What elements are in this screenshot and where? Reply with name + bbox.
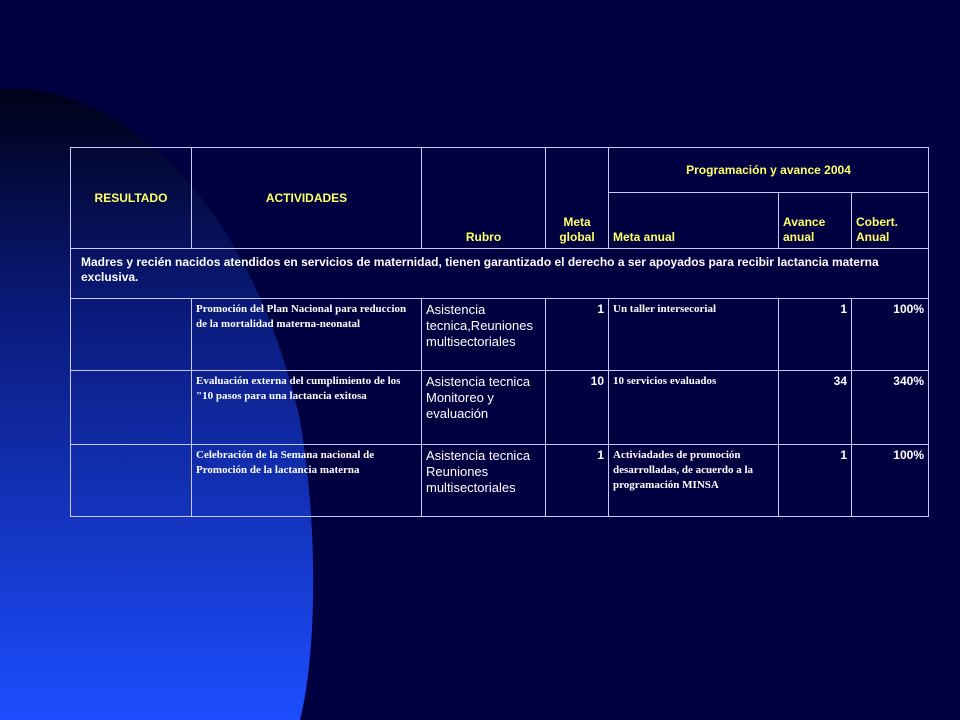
cell-avance: 34 <box>779 371 852 445</box>
cell-avance: 1 <box>779 299 852 371</box>
cell-cobertura: 340% <box>852 371 929 445</box>
cell-actividad: Evaluación externa del cumplimiento de los "10 pasos para una lactancia exitosa <box>192 371 422 445</box>
header-cobertura-anual: Cobert. Anual <box>852 193 929 249</box>
table-row <box>71 371 929 445</box>
cell-meta-global: 1 <box>546 299 609 371</box>
section-resultado: Madres y recién nacidos atendidos en servicios de maternidad, tienen garantizado el derecho a ser apoyados para recibir lactancia materna exclusiva. <box>71 249 929 299</box>
cell-meta-anual: Un taller intersecorial <box>609 299 779 371</box>
cell-avance: 1 <box>779 445 852 517</box>
cell-meta-global: 10 <box>546 371 609 445</box>
table-row <box>71 299 929 371</box>
cell-rubro: Asistencia tecnica Monitoreo y evaluación <box>422 371 546 445</box>
cell-meta-anual: 10 servicios evaluados <box>609 371 779 445</box>
cell-actividad: Celebración de la Semana nacional de Promoción de la lactancia materna <box>192 445 422 517</box>
cell-cobertura: 100% <box>852 445 929 517</box>
cell-rubro: Asistencia tecnica,Reuniones multisectoriales <box>422 299 546 371</box>
cell-meta-global: 1 <box>546 445 609 517</box>
header-meta-anual: Meta anual <box>609 193 779 249</box>
header-actividades: ACTIVIDADES <box>192 148 422 249</box>
header-programacion: Programación y avance 2004 <box>609 148 929 193</box>
cell-resultado <box>71 371 192 445</box>
table-row <box>71 445 929 517</box>
header-rubro: Rubro <box>422 148 546 249</box>
cell-actividad: Promoción del Plan Nacional para reduccion de la mortalidad materna-neonatal <box>192 299 422 371</box>
cell-resultado <box>71 299 192 371</box>
header-avance-anual: Avance anual <box>779 193 852 249</box>
program-table <box>70 147 929 517</box>
cell-cobertura: 100% <box>852 299 929 371</box>
header-resultado: RESULTADO <box>71 148 192 249</box>
cell-meta-anual: Activiadades de promoción desarrolladas, de acuerdo a la programación MINSA <box>609 445 779 517</box>
header-meta-global: Meta global <box>546 148 609 249</box>
cell-resultado <box>71 445 192 517</box>
cell-rubro: Asistencia tecnica Reuniones multisectoriales <box>422 445 546 517</box>
